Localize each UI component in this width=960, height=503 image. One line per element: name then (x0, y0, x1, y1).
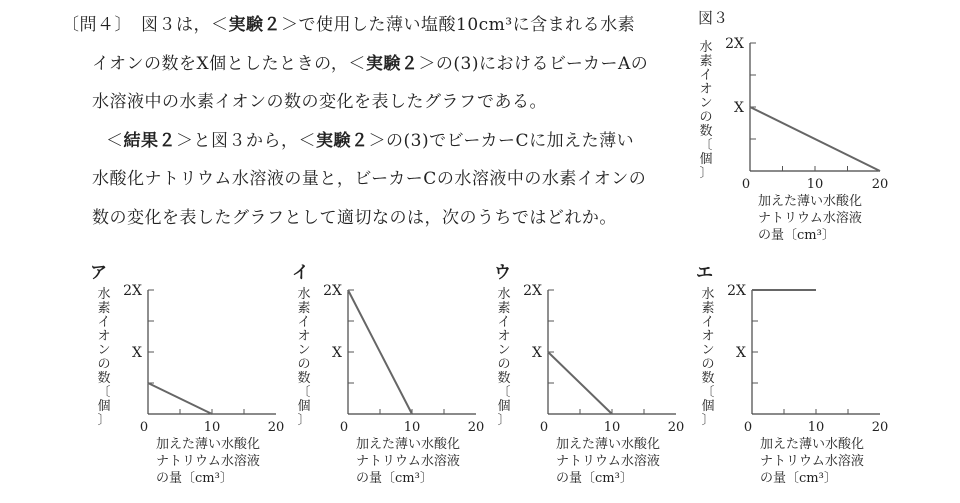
chart-svg (727, 283, 889, 435)
x-tick-label: 20 (667, 420, 685, 435)
x-tick-label: 0 (139, 420, 149, 435)
question-line-2: イオンの数をX個としたときの，＜実験２＞の(3)におけるビーカーAの (92, 53, 649, 74)
x-axis-label: 加えた薄い水酸化 ナトリウム水溶液 の量〔cm³〕 (760, 437, 865, 486)
x-axis-label: 加えた薄い水酸化 ナトリウム水溶液 の量〔cm³〕 (556, 437, 661, 486)
x-tick-label: 0 (741, 177, 751, 192)
x-tick-label: 0 (339, 420, 349, 435)
figure3-title: 図３ (698, 9, 729, 27)
x-tick-label: 10 (806, 177, 824, 192)
chart (727, 283, 889, 435)
y-axis-label: 水 素 イ オ ン の 数 〔 個 〕 (497, 287, 511, 428)
question-line-6: 数の変化を表したグラフとして適切なのは，次のうちではどれか。 (92, 207, 617, 228)
option-label: ア (90, 263, 107, 283)
x-tick-label: 0 (539, 420, 549, 435)
y-axis-label: 水 素 イ オ ン の 数 〔 個 〕 (297, 287, 311, 428)
x-tick-label: 10 (203, 420, 221, 435)
question-line-3: 水溶液中の水素イオンの数の変化を表したグラフである。 (92, 92, 547, 112)
y-tick-label: X (736, 345, 746, 361)
chart (725, 36, 889, 192)
data-line (348, 290, 412, 414)
y-tick-label: X (734, 100, 744, 116)
chart-svg (323, 283, 485, 435)
x-tick-label: 0 (743, 420, 753, 435)
chart (523, 283, 685, 435)
y-tick-label: 2X (123, 283, 142, 299)
question-line-4: ＜結果２＞と図３から，＜実験２＞の(3)でビーカーCに加えた薄い (106, 130, 635, 151)
y-tick-label: 2X (523, 283, 542, 299)
question-line-1: 〔問４〕 図３は，＜実験２＞で使用した薄い塩酸10cm³に含まれる水素 (62, 15, 636, 35)
y-tick-label: 2X (323, 283, 342, 299)
y-axis-label: 水 素 イ オ ン の 数 〔 個 〕 (701, 287, 715, 428)
option-label: ウ (494, 263, 511, 283)
chart (123, 283, 285, 435)
chart-svg (123, 283, 285, 435)
x-tick-label: 10 (807, 420, 825, 435)
y-axis-label: 水 素 イ オ ン の 数 〔 個 〕 (97, 287, 111, 428)
y-axis-label: 水 素 イ オ ン の 数 〔 個 〕 (699, 40, 713, 181)
chart-svg (725, 36, 889, 192)
y-tick-label: X (532, 345, 542, 361)
option-label: エ (696, 263, 713, 283)
option-label: イ (292, 263, 309, 283)
y-tick-label: 2X (727, 283, 746, 299)
data-line (548, 352, 612, 414)
x-tick-label: 20 (871, 177, 889, 192)
x-tick-label: 10 (403, 420, 421, 435)
x-axis-label: 加えた薄い水酸化 ナトリウム水溶液 の量〔cm³〕 (356, 437, 461, 486)
question-line-5: 水酸化ナトリウム水溶液の量と，ビーカーCの水溶液中の水素イオンの (92, 169, 647, 189)
x-axis-label: 加えた薄い水酸化 ナトリウム水溶液 の量〔cm³〕 (758, 194, 863, 243)
data-line (750, 107, 880, 171)
y-tick-label: X (132, 345, 142, 361)
x-tick-label: 20 (467, 420, 485, 435)
question-text (62, 6, 682, 237)
chart (323, 283, 485, 435)
y-tick-label: 2X (725, 36, 744, 52)
x-axis-label: 加えた薄い水酸化 ナトリウム水溶液 の量〔cm³〕 (156, 437, 261, 486)
y-tick-label: X (332, 345, 342, 361)
x-tick-label: 10 (603, 420, 621, 435)
x-tick-label: 20 (267, 420, 285, 435)
x-tick-label: 20 (871, 420, 889, 435)
chart-svg (523, 283, 685, 435)
